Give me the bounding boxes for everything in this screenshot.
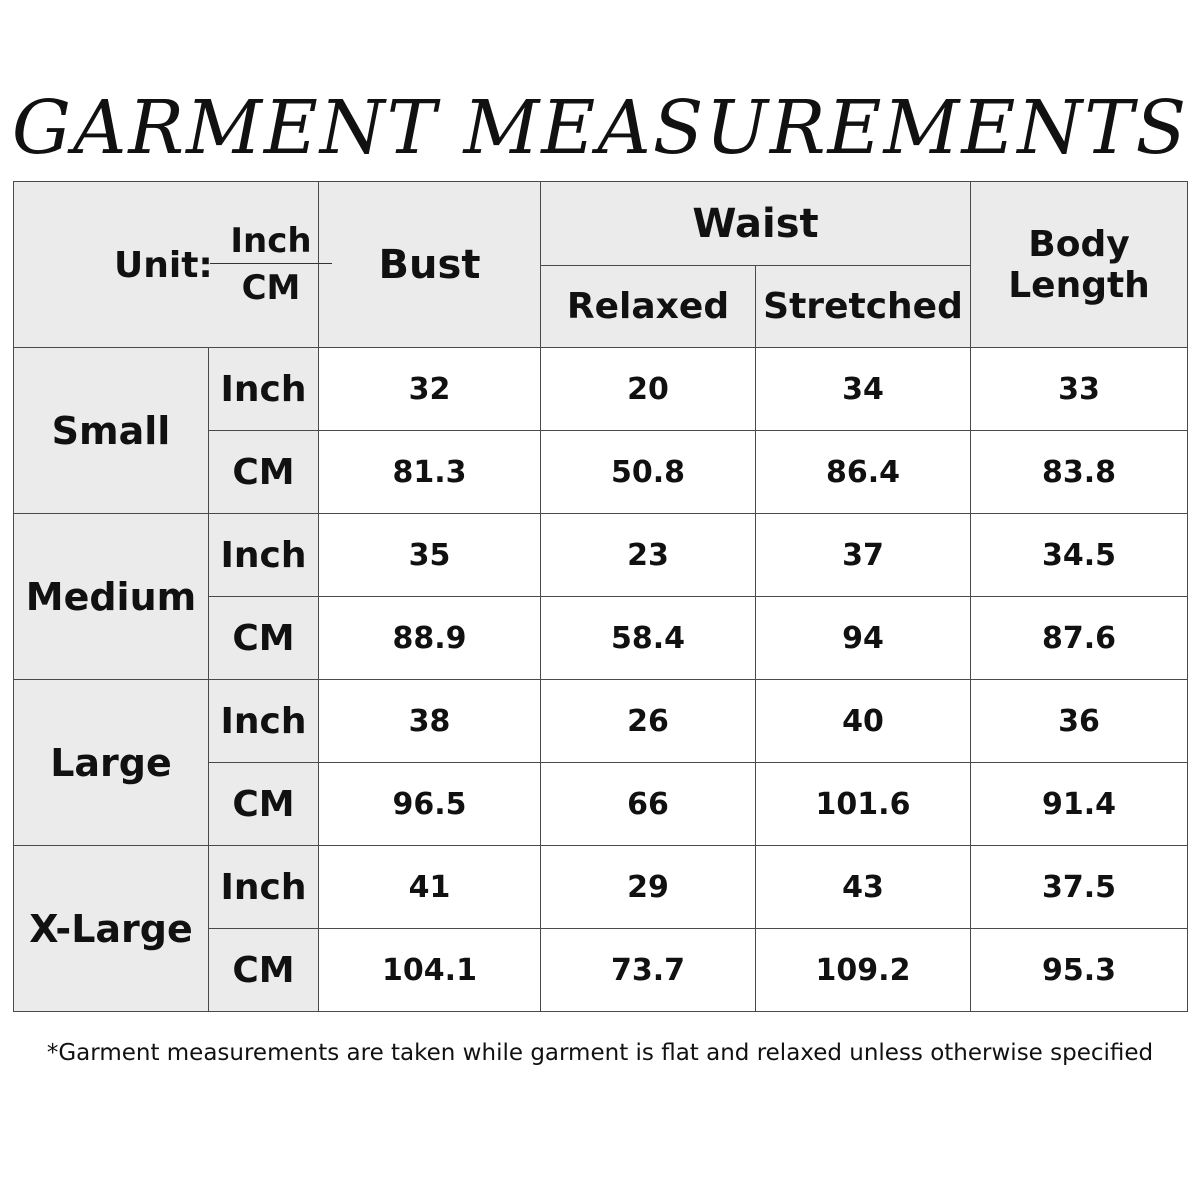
bust-value: 41 [319, 846, 541, 929]
table-row [14, 514, 1188, 597]
row-unit-cm: CM [209, 929, 319, 1012]
body-length-value: 95.3 [971, 929, 1188, 1012]
size-label-small: Small [14, 348, 209, 514]
row-unit-inch: Inch [209, 514, 319, 597]
body-length-value: 34.5 [971, 514, 1188, 597]
body-length-value: 33 [971, 348, 1188, 431]
row-unit-inch: Inch [209, 680, 319, 763]
bust-value: 104.1 [319, 929, 541, 1012]
waist-relaxed-value: 58.4 [541, 597, 756, 680]
unit-fraction [210, 221, 332, 308]
waist-stretched-header: Stretched [756, 266, 971, 348]
unit-label: Unit: [114, 245, 213, 286]
waist-relaxed-value: 26 [541, 680, 756, 763]
body-length-line1: Body [1028, 223, 1130, 265]
bust-value: 81.3 [319, 431, 541, 514]
row-unit-inch: Inch [209, 348, 319, 431]
unit-cm-label: CM [241, 268, 301, 308]
body-length-value: 83.8 [971, 431, 1188, 514]
table-row [14, 846, 1188, 929]
row-unit-inch: Inch [209, 846, 319, 929]
bust-header: Bust [319, 182, 541, 348]
bust-value: 96.5 [319, 763, 541, 846]
body-length-value: 91.4 [971, 763, 1188, 846]
bust-value: 88.9 [319, 597, 541, 680]
unit-header-cell [14, 182, 319, 348]
waist-stretched-value: 37 [756, 514, 971, 597]
row-unit-cm: CM [209, 763, 319, 846]
waist-relaxed-value: 50.8 [541, 431, 756, 514]
unit-inch-label: Inch [210, 221, 332, 264]
body-length-line2: Length [1008, 264, 1150, 306]
row-unit-cm: CM [209, 597, 319, 680]
waist-stretched-value: 43 [756, 846, 971, 929]
row-unit-cm: CM [209, 431, 319, 514]
size-label-medium: Medium [14, 514, 209, 680]
waist-stretched-value: 34 [756, 348, 971, 431]
waist-relaxed-header: Relaxed [541, 266, 756, 348]
size-chart-table [13, 181, 1188, 1012]
body-length-value: 37.5 [971, 846, 1188, 929]
waist-header: Waist [541, 182, 971, 266]
table-row [14, 680, 1188, 763]
waist-stretched-value: 86.4 [756, 431, 971, 514]
bust-value: 38 [319, 680, 541, 763]
body-length-value: 36 [971, 680, 1188, 763]
bust-value: 32 [319, 348, 541, 431]
body-length-header [971, 182, 1188, 348]
waist-relaxed-value: 73.7 [541, 929, 756, 1012]
waist-relaxed-value: 66 [541, 763, 756, 846]
waist-stretched-value: 94 [756, 597, 971, 680]
waist-relaxed-value: 23 [541, 514, 756, 597]
body-length-value: 87.6 [971, 597, 1188, 680]
size-label-large: Large [14, 680, 209, 846]
footnote: *Garment measurements are taken while garment is flat and relaxed unless otherwise specified [46, 1040, 1154, 1066]
waist-stretched-value: 101.6 [756, 763, 971, 846]
bust-value: 35 [319, 514, 541, 597]
table-row [14, 348, 1188, 431]
waist-relaxed-value: 29 [541, 846, 756, 929]
page-title: GARMENT MEASUREMENTS [11, 85, 1189, 171]
size-label-x-large: X-Large [14, 846, 209, 1012]
waist-stretched-value: 109.2 [756, 929, 971, 1012]
waist-stretched-value: 40 [756, 680, 971, 763]
waist-relaxed-value: 20 [541, 348, 756, 431]
